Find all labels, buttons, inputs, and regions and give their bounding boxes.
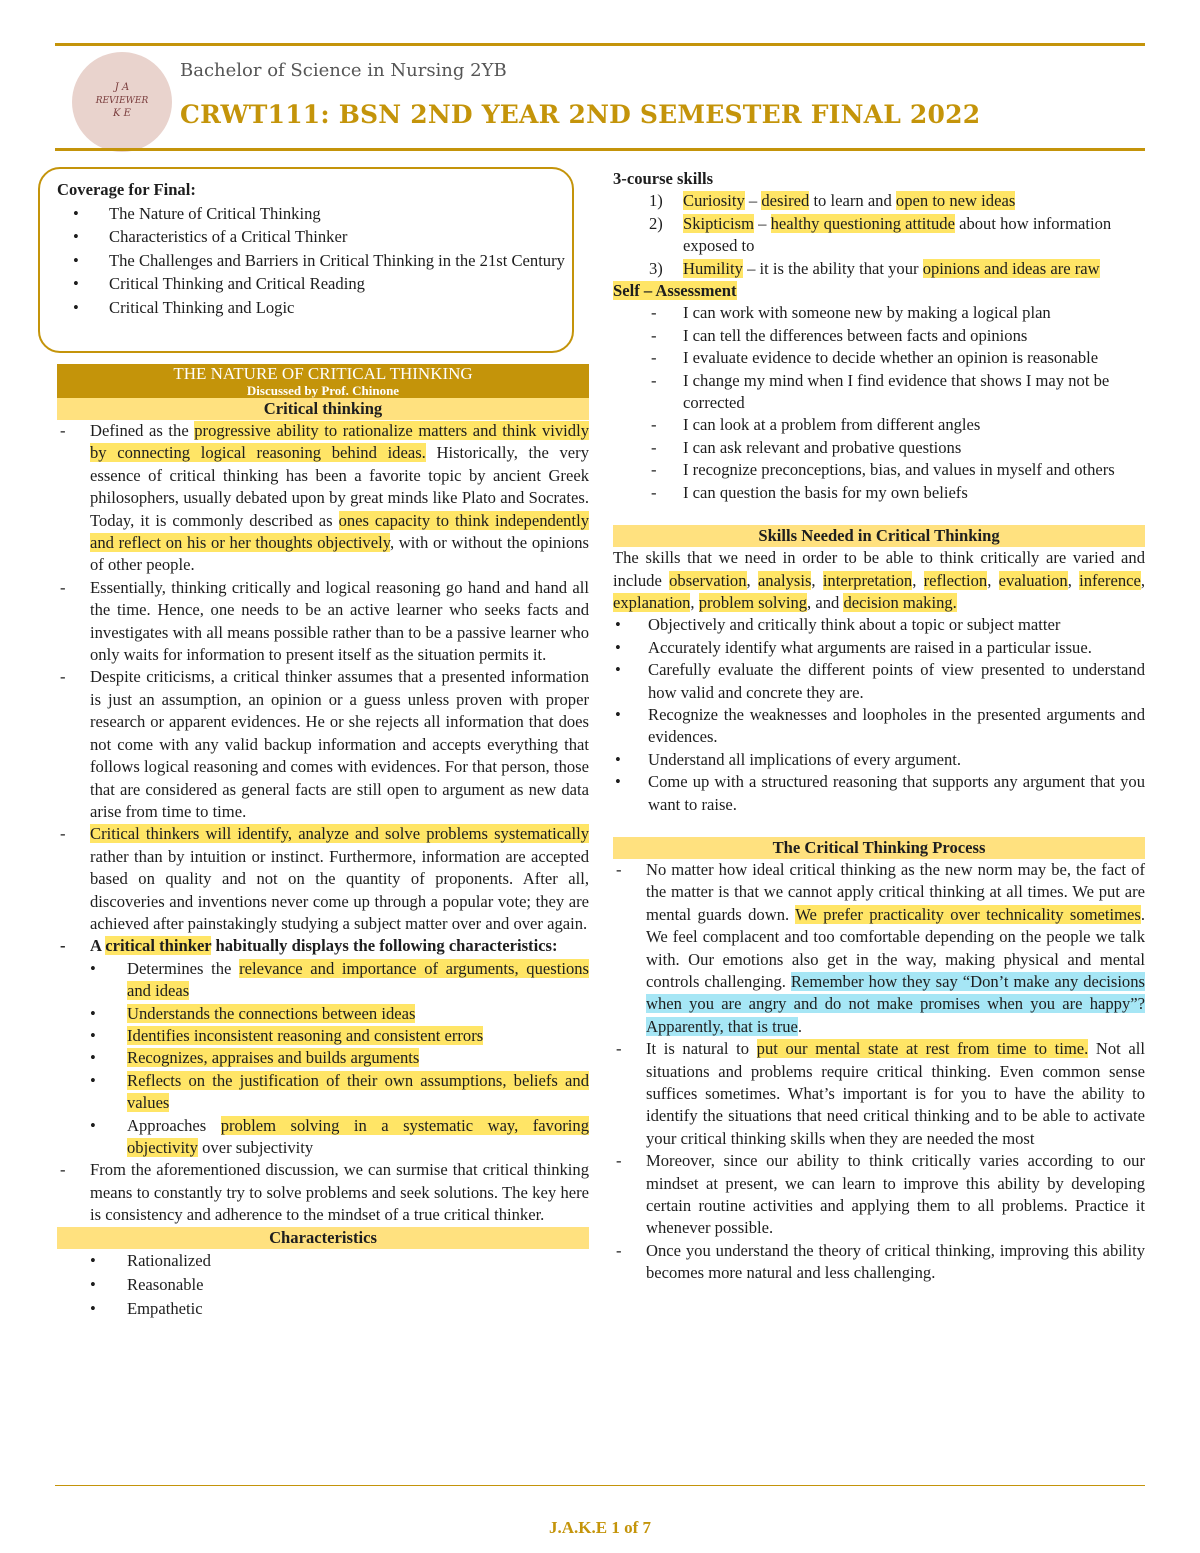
- self-assessment-heading: Self – Assessment: [613, 281, 737, 301]
- left-column: [57, 364, 589, 1321]
- skills-needed-heading: Skills Needed in Critical Thinking: [613, 525, 1145, 547]
- coverage-item: • Critical Thinking and Logic: [73, 297, 295, 317]
- coverage-item: • The Nature of Critical Thinking: [73, 204, 321, 223]
- page-title: CRWT111: BSN 2ND YEAR 2ND SEMESTER FINAL 2022: [180, 100, 981, 129]
- self-item: - I can ask relevant and probative questions: [651, 437, 962, 457]
- right-column: [613, 168, 1145, 1285]
- paragraph-surmise: - From the aforementioned discussion, we can surmise that critical thinking means to constantly try to solve problems and seek solutions. The key here is consistency and adherence to the mindset of a true critical thinker.: [60, 1160, 589, 1225]
- paragraph-despite: - Despite criticisms, a critical thinker assumes that a presented information is just an assumption, an opinion or a guess unless proven with proper research or apparent evidences. He or she rejects all information that does not come with any valid backup information and accepts everything that follows logical reasoning and comes with evidences. For that person, those that are considered as general facts are still open to argument as new data arise from time to time.: [60, 667, 589, 821]
- paragraph-essentially: - Essentially, thinking critically and logical reasoning go hand and hand all the time. Hence, one needs to be an active learner who seeks facts and investigates with all means possible rather than to be a passive learner who only waits for information to present itself as the situation permits it.: [60, 577, 589, 665]
- skills-needed-intro: The skills that we need in order to be able to think critically are varied and include observation, analysis, interpretation, reflection, evaluation, inference, explanation, problem solving, and decision making.: [613, 548, 1145, 612]
- characteristics-heading: Characteristics: [57, 1227, 589, 1249]
- skill-item: 3) Humility – it is the ability that your opinions and ideas are raw: [649, 258, 1100, 278]
- char-item: • Reflects on the justification of their own assumptions, beliefs and values: [90, 1070, 589, 1113]
- process-paragraph: - Moreover, since our ability to think critically varies according to our mindset at present, we can learn to improve this ability by developing certain routine activities and applying them to all problems. Practice it whenever possible.: [616, 1151, 1145, 1238]
- char-item: • Approaches problem solving in a systematic way, favoring objectivity over subjectivity: [90, 1115, 589, 1157]
- course-subtitle: Bachelor of Science in Nursing 2YB: [180, 60, 507, 81]
- course-skills-heading: 3-course skills: [613, 169, 714, 188]
- skills-needed-item: • Objectively and critically think about a topic or subject matter: [615, 615, 1061, 635]
- skill-item: 1) Curiosity – desired to learn and open to new ideas: [649, 191, 1016, 211]
- self-item: - I evaluate evidence to decide whether an opinion is reasonable: [651, 348, 1099, 368]
- skills-needed-item: • Come up with a structured reasoning that supports any argument that you want to raise.: [615, 772, 1145, 814]
- skills-needed-item: • Accurately identify what arguments are raised in a particular issue.: [615, 637, 1092, 657]
- skill-item: 2) Skipticism – healthy questioning attitude about how information exposed to: [649, 213, 1112, 256]
- skills-needed-item: • Carefully evaluate the different points of view presented to understand how valid and concrete they are.: [615, 660, 1145, 702]
- banner-title: THE NATURE OF CRITICAL THINKING: [173, 364, 473, 383]
- self-item: - I can look at a problem from different angles: [651, 415, 981, 435]
- header-rule: [55, 148, 1145, 151]
- coverage-title: Coverage for Final:: [57, 180, 196, 199]
- critical-thinking-heading: Critical thinking: [57, 398, 589, 420]
- characteristic-item: • Rationalized: [90, 1250, 211, 1270]
- logo-text-mid: REVIEWER: [95, 96, 149, 106]
- page-footer: J.A.K.E 1 of 7: [549, 1518, 651, 1537]
- coverage-item: • Characteristics of a Critical Thinker: [73, 227, 348, 247]
- process-paragraph: - No matter how ideal critical thinking as the new norm may be, the fact of the matter is that we cannot apply critical thinking at all times. We put are mental guards down. We prefer practicality over technicality sometimes. We feel complacent and too comfortable depending on the people we talk with. Our emotions also get in the way, making physical and mental controls challenging. Remember how they say “Don’t make any decisions when you are angry and do not make promises when you are happy”? Apparently, that is true.: [616, 859, 1145, 1036]
- paragraph-identify: - Critical thinkers will identify, analyze and solve problems systematically rather than by intuition or instinct. Furthermore, information are accepted based on quality and not on the quantity of proponents. After all, discoveries and inventions never come up through a popular vote; they are achieved after painstakingly studying a subject matter over and over again.: [60, 824, 589, 933]
- top-rule: [55, 43, 1145, 46]
- process-paragraph: - Once you understand the theory of critical thinking, improving this ability becomes more natural and less challenging.: [616, 1240, 1145, 1283]
- section-banner: [57, 364, 589, 398]
- coverage-item: • The Challenges and Barriers in Critical Thinking in the 21st Century: [73, 250, 565, 270]
- self-item: - I change my mind when I find evidence that shows I may not be corrected: [651, 370, 1110, 413]
- coverage-list: [57, 202, 572, 319]
- self-item: - I can question the basis for my own beliefs: [651, 482, 968, 502]
- self-item: - I can work with someone new by making a logical plan: [651, 303, 1051, 323]
- reviewer-logo: [72, 52, 172, 152]
- coverage-item: • Critical Thinking and Critical Reading: [73, 274, 365, 294]
- char-item: • Understands the connections between ideas: [90, 1003, 416, 1023]
- char-item: • Determines the relevance and importance of arguments, questions and ideas: [90, 958, 589, 1001]
- char-item: • Identifies inconsistent reasoning and consistent errors: [90, 1025, 484, 1045]
- footer-rule: [55, 1485, 1145, 1486]
- paragraph-habitual: - A critical thinker habitually displays the following characteristics:: [60, 936, 558, 956]
- self-item: - I can tell the differences between facts and opinions: [651, 325, 1028, 345]
- characteristic-item: • Empathetic: [90, 1298, 203, 1318]
- process-heading: The Critical Thinking Process: [613, 837, 1145, 859]
- logo-text-bottom: K E: [113, 108, 131, 119]
- process-paragraph: - It is natural to put our mental state at rest from time to time. Not all situations and problems require critical thinking. Even common sense suffices sometimes. What’s important is for you to have the ability to identify the situations that need critical thinking and to be able to activate your critical thinking skills when they are needed the most: [616, 1039, 1145, 1148]
- self-item: - I recognize preconceptions, bias, and values in myself and others: [651, 460, 1115, 480]
- logo-text-top: J A: [114, 82, 130, 93]
- skills-needed-item: • Understand all implications of every argument.: [615, 749, 962, 769]
- skills-needed-item: • Recognize the weaknesses and loopholes in the presented arguments and evidences.: [615, 704, 1145, 747]
- coverage-box: [38, 167, 574, 353]
- paragraph-definition: - Defined as the progressive ability to rationalize matters and think vividly by connecting logical reasoning behind ideas. Historically, the very essence of critical thinking has been a favorite topic by ancient Greek philosophers, usually debated upon by great minds like Plato and Socrates. Today, it is commonly described as ones capacity to think independently and reflect on his or her thoughts objectively, with or without the opinions of other people.: [60, 421, 589, 575]
- char-item: • Recognizes, appraises and builds arguments: [90, 1048, 420, 1068]
- banner-subtitle: Discussed by Prof. Chinone: [246, 383, 400, 398]
- characteristic-item: • Reasonable: [90, 1274, 204, 1294]
